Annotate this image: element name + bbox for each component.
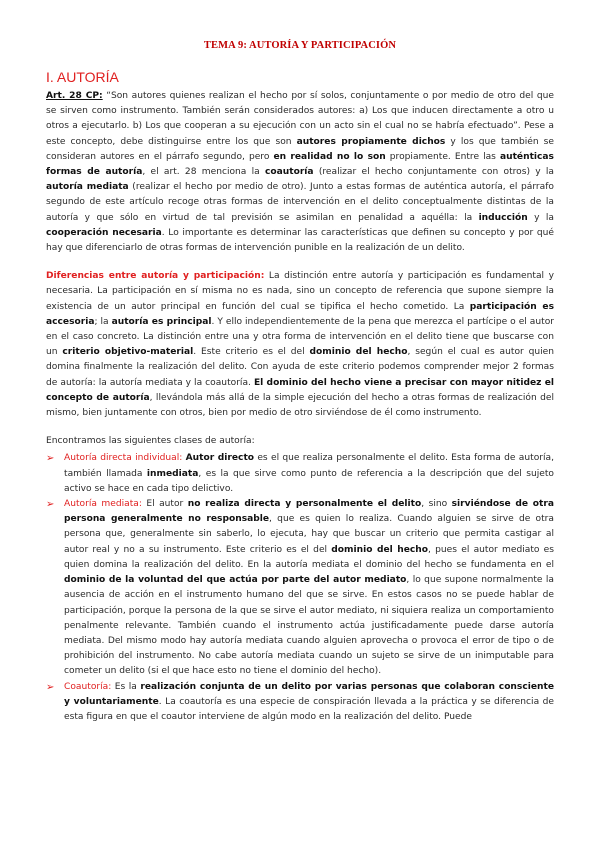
text-run-bold: autoría es principal [111, 316, 212, 327]
authorship-types-list [46, 451, 554, 725]
text-run-bold: en realidad no lo son [273, 151, 386, 162]
arrow-bullet-icon: ➢ [46, 681, 55, 693]
text-run-bold-highlight: Diferencias entre autoría y participación: [46, 271, 265, 282]
text-run-highlight: Coautoría: [64, 681, 112, 692]
text-run-bold: dominio de la voluntad del que actúa por parte del autor mediato [64, 575, 407, 586]
text-run-bold: auténticas formas de autoría [46, 151, 554, 178]
text-run-bold: Art. 28 CP: [46, 91, 103, 101]
paragraph-art-28: Art. 28 CP: “Son autores quienes realizan el hecho por sí solos, conjuntamente o por medio de otro del que se sirven como instrumento. También serán considerados autores: a) Los que inducen directamente a otro u otros a ejecutarlo. b) Los que cooperan a su ejecución con un acto sin el cual no se habría efectuado”. Pese a este concepto, debe distinguirse entre los que son autores propiamente dichos y los que también se consideran autores en el párrafo segundo, pero en realidad no lo son propiamente. Entre las auténticas formas de autoría, el art. 28 menciona la coautoría (realizar el hecho conjuntamente con otros) y la autoría mediata (realizar el hecho por medio de otro). Junto a estas formas de auténtica autoría, el párrafo segundo de este artículo recoge otras formas de intervención en el delito conceptualmente distintas de la autoría y que sólo en virtud de tal previsión se asimilan en penalidad a aquélla: la inducción y la cooperación necesaria. Lo importante es determinar las características que definen su concepto y por qué hay que diferenciarlo de otras formas de intervención punible en la realización de un delito. [46, 91, 555, 254]
list-item-text: Coautoría: Es la realización conjunta de un delito por varias personas que colaboran consciente y voluntariamente. La coautoría es una especie de conspiración llevada a la práctica y se diferencia de esta figura en que el coautor interviene de algún modo en la realización del delito. Puede [64, 681, 554, 722]
text-run-bold: sirviéndose de otra persona generalmente no responsable [64, 499, 555, 525]
text-run-bold: Autor directo [185, 453, 255, 464]
text-run-bold: participación es accesoria [46, 301, 554, 327]
text-run-bold: inducción [478, 212, 528, 223]
text-run-highlight: Autoría directa individual: [64, 453, 183, 464]
text-run-bold: inmediata [146, 468, 199, 479]
text-run-bold: autoría mediata [46, 182, 129, 193]
text-run-bold: no realiza directa y personalmente el delito [187, 499, 422, 510]
text-run-bold: dominio del hecho [309, 347, 408, 358]
paragraph-differences: Diferencias entre autoría y participación: La distinción entre autoría y participación es fundamental y necesaria. La participación en sí misma no es nada, sino un concepto de referencia que supone siempre la existencia de un autor principal en función del cual se tipifica el hecho cometido. La participación es accesoria; la autoría es principal. Y ello independientemente de la pena que merezca el partícipe o el autor en el caso concreto. La distinción entre una y otra forma de intervención en el delito tiene que buscarse con un criterio objetivo-material. Este criterio es el del dominio del hecho, según el cual es autor quien domina finalmente la realización del delito. Con ayuda de este criterio podemos comprender mejor 2 formas de autoría: la autoría mediata y la coautoría. El dominio del hecho viene a precisar con mayor nitidez el concepto de autoría, llevándola más allá de la simple ejecución del hecho a otras formas de realización del mismo, bien juntamente con otros, bien por medio de otro sirviéndose de él como instrumento. [46, 271, 555, 419]
text-run-bold: realización conjunta de un delito por varias personas que colaboran consciente y voluntariamente [64, 681, 554, 707]
text-run-highlight: Autoría mediata: [64, 499, 142, 510]
list-item-text: Autoría directa individual: Autor directo es el que realiza personalmente el delito. Esta forma de autoría, también llamada inmediata, es la que sirve como punto de referencia a la descripción que del sujeto activo se hace en cada tipo delictivo. [64, 453, 554, 494]
section-heading: I. AUTORÍA [46, 69, 119, 85]
text-run-bold: autores propiamente dichos [296, 136, 446, 147]
list-item-coauthorship [46, 680, 554, 726]
list-item-text: Autoría mediata: El autor no realiza directa y personalmente el delito, sino sirviéndose de otra persona generalmente no responsable, que es quien lo realiza. Cuando alguien se sirve de otra persona que, generalmente sin saberlo, lo ejecuta, hay que buscar un criterio que permita castigar al autor real y no a su instrumento. Este criterio es el del dominio del hecho, pues el autor mediato es quien domina la realización del delito. En la autoría mediata el dominio del hecho se fundamenta en el dominio de la voluntad del que actúa por parte del autor mediato, lo que supone normalmente la ausencia de acción en el instrumento humano del que se sirve. En estos casos no se puede hablar de participación, porque la persona de la que se sirve el autor mediato, ni siquiera realiza un comportamiento penalmente relevante. También cuando el instrumento actúa justificadamente puede darse autoría mediata. Del mismo modo hay autoría mediata cuando alguien aprovecha o provoca el error de tipo o de prohibición del instrumento. No cabe autoría mediata cuando un sujeto se sirve de un inimputable para cometer un delito (si el que hace esto no tiene el dominio del hecho). [64, 499, 555, 677]
text-run-bold: dominio del hecho [331, 544, 429, 555]
document-title: TEMA 9: AUTORÍA Y PARTICIPACIÓN [203, 40, 397, 51]
text-run-bold: coautoría [264, 167, 314, 178]
list-item-direct-authorship [46, 451, 554, 497]
text-run-bold: criterio objetivo-material [62, 347, 194, 358]
text-run-bold: cooperación necesaria [46, 227, 162, 238]
text-run-bold: El dominio del hecho viene a precisar con mayor nitidez el concepto de autoría [46, 377, 554, 403]
authorship-classes-intro: Encontramos las siguientes clases de autoría: [46, 436, 255, 447]
arrow-bullet-icon: ➢ [46, 453, 55, 465]
arrow-bullet-icon: ➢ [46, 499, 55, 511]
list-item-mediate-authorship [46, 497, 554, 679]
